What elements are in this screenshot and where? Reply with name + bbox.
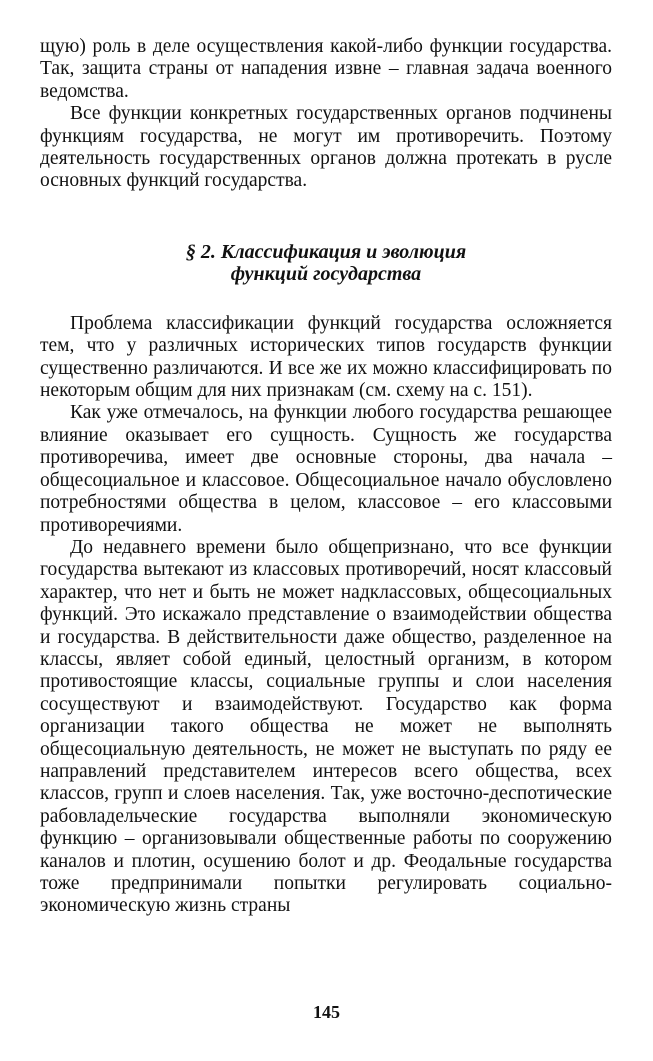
section-heading-line: функций государства [230, 262, 422, 285]
page-text [40, 36, 612, 918]
paragraph: Все функции конкретных государственных органов подчинены функциям государства, не могут им противоречить. Поэтому деятельность государственных органов должна протекать в русле основных функций государства. [40, 103, 612, 192]
paragraph-continuation: щую) роль в деле осуществления какой-либо функции государства. Так, защита страны от нападения извне – главная задача военного ведомства. [40, 36, 612, 102]
page-number: 145 [313, 1002, 340, 1022]
section-heading-line: § 2. Классификация и эволюция [185, 240, 467, 263]
paragraph: Проблема классификации функций государства осложняется тем, что у различных исторических типов государств функции существенно различаются. И все же их можно классифицировать по некоторым общим для них признакам (см. схему на с. 151). [40, 312, 612, 402]
paragraph: До недавнего времени было общепризнано, что все функции государства вытекают из классовых противоречий, носят классовый характер, что нет и быть не может надклассовых, общесоциальных функций. Это искажало представление о взаимодействии общества и государства. В действительности даже общество, разделенное на классы, являет собой единый, целостный организм, в котором противостоящие классы, социальные группы и слои населения сосуществуют и взаимодействуют. Государство как форма организации такого общества не может не выполнять общесоциальную деятельность, не может не выступать по ряду ее направлений представителем интересов всего общества, всех классов, групп и слоев населения. Так, уже восточно-деспотические рабовладельческие государства выполняли экономическую функцию – организовывали общественные работы по сооружению каналов и плотин, осушению болот и др. Феодальные государства тоже предпринимали попытки регулировать социально-экономическую жизнь страны [40, 536, 612, 917]
section-heading [40, 241, 612, 285]
paragraph: Как уже отмечалось, на функции любого государства решающее влияние оказывает его сущность. Сущность же государства противоречива, имеет две основные стороны, два начала – общесоциальное и классовое. Общесоциальное начало обусловлено потребностями общества в целом, классовое – его классовыми противоречиями. [40, 402, 612, 536]
